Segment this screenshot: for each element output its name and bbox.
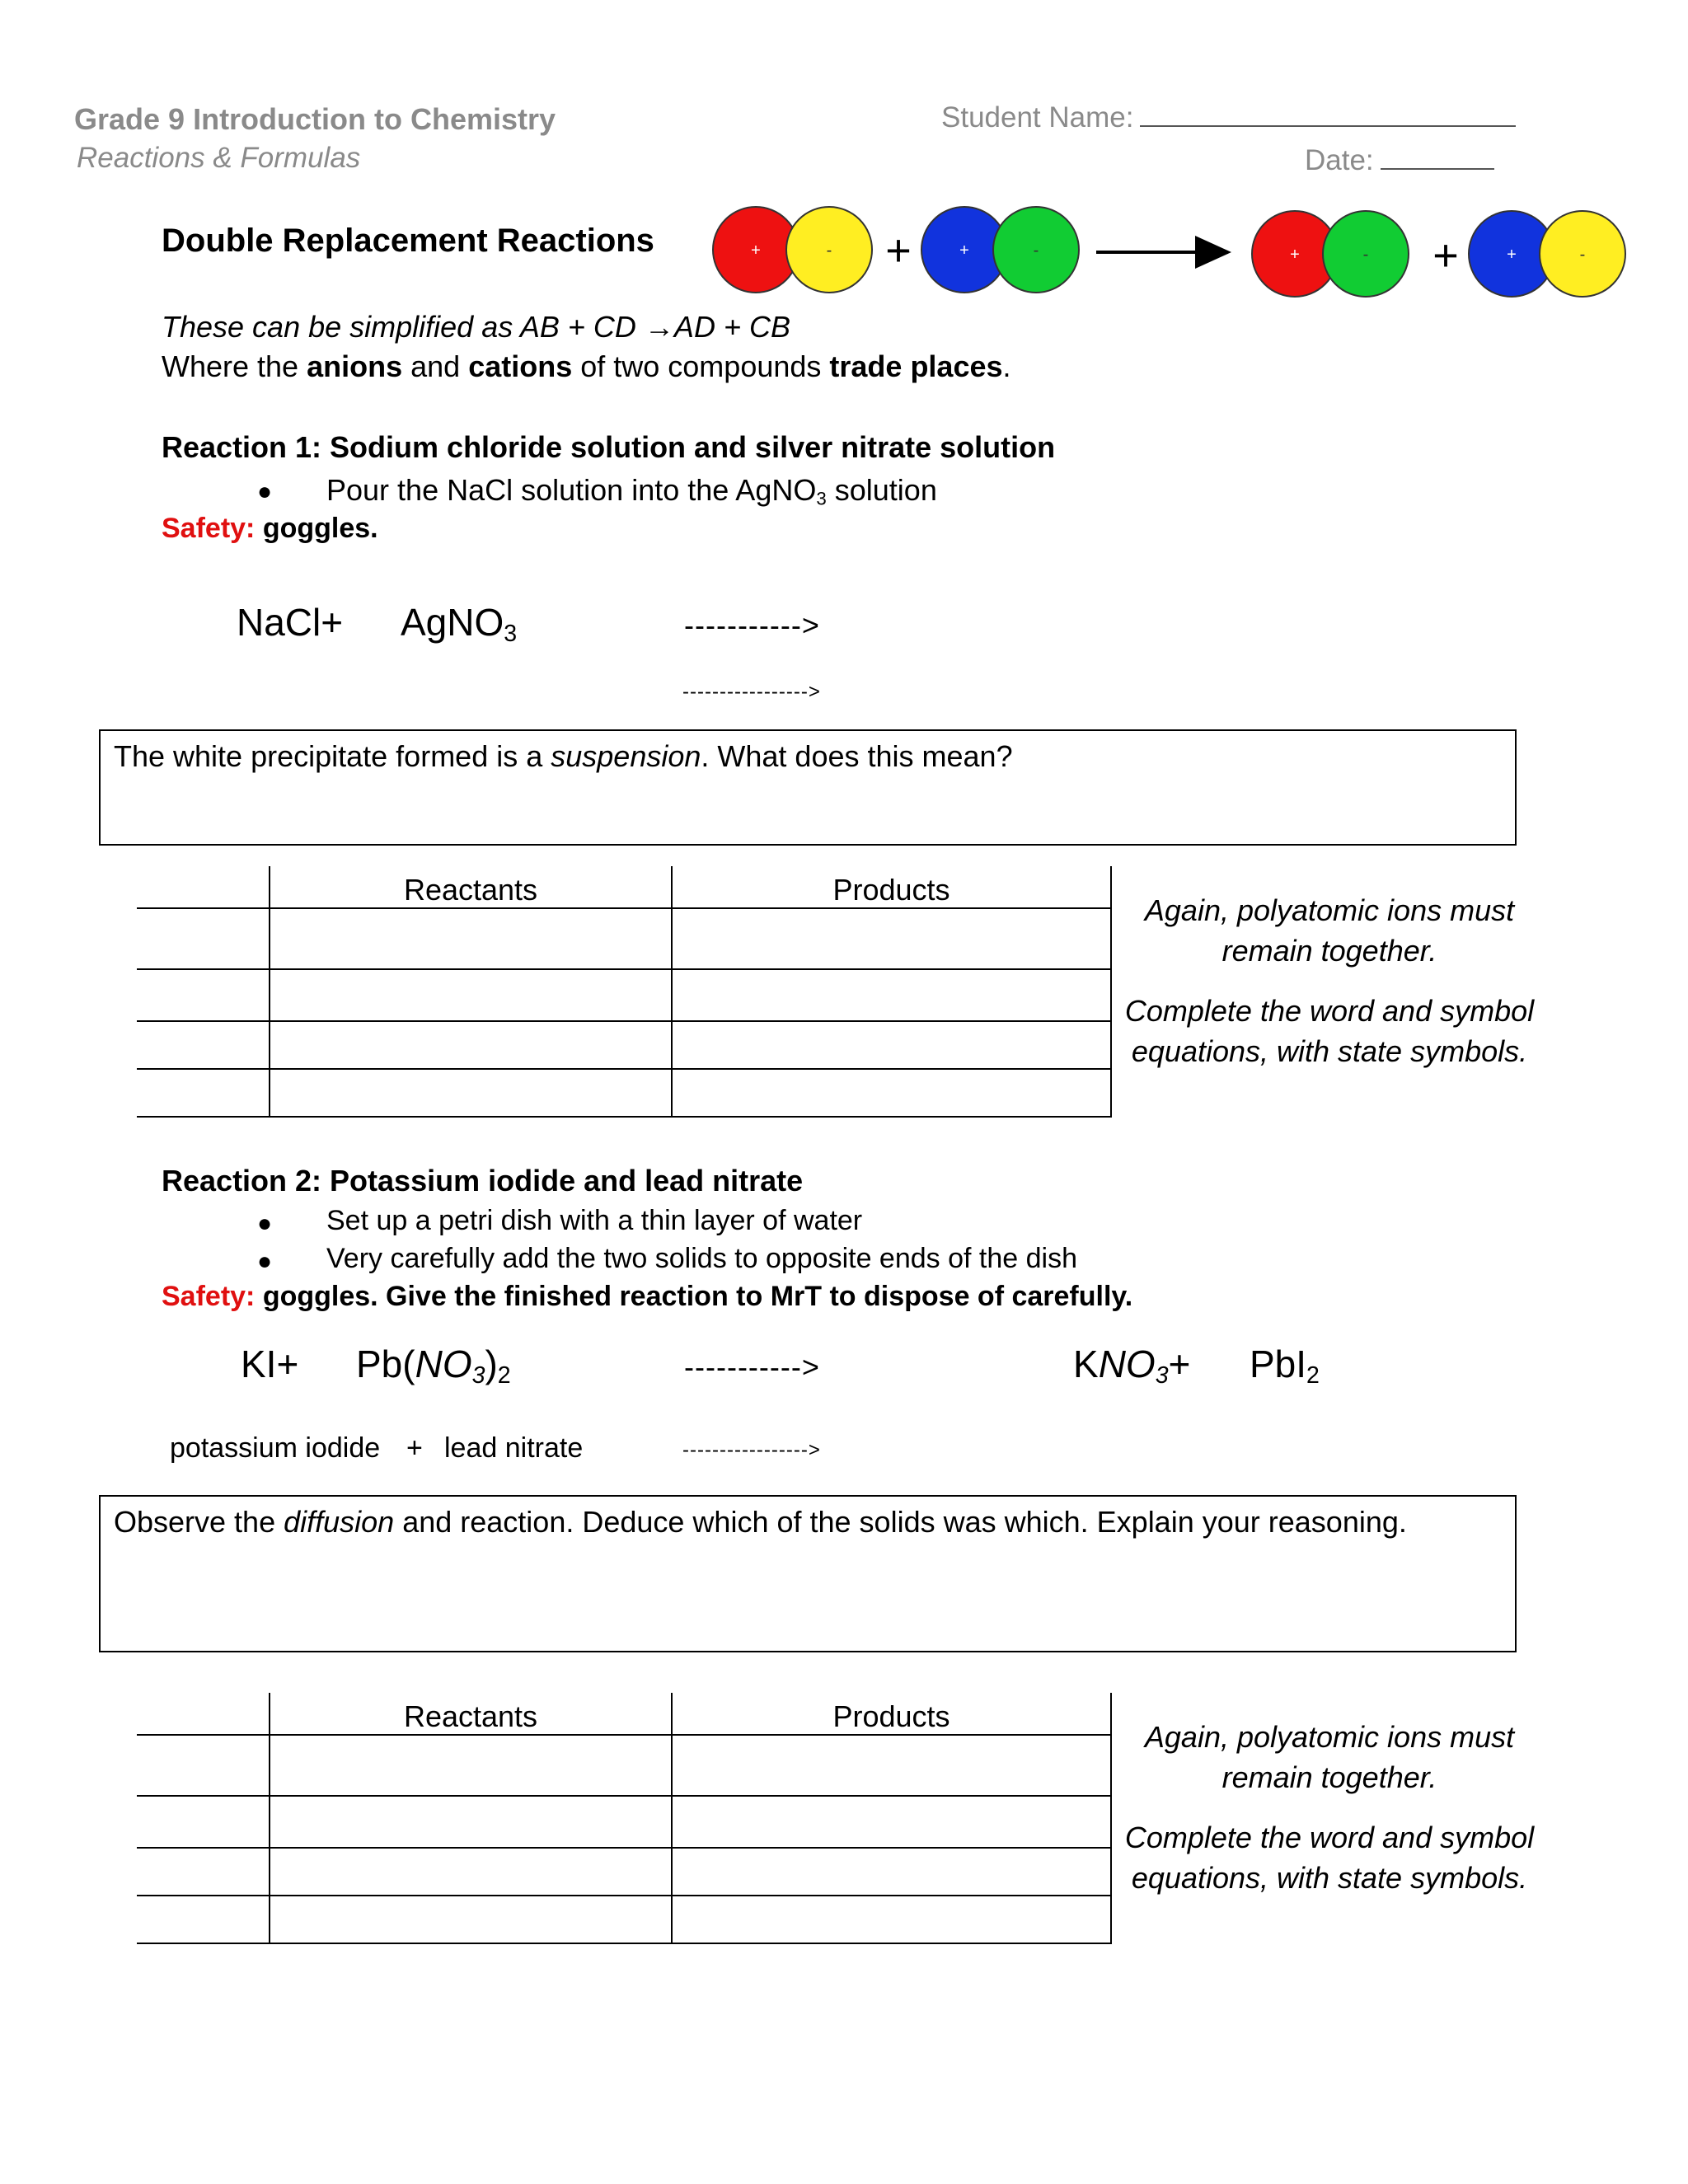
product-ad-pair	[1252, 211, 1409, 297]
reaction2-note-polyatomic: Again, polyatomic ions must remain together.	[1144, 1720, 1515, 1794]
reaction2-step1: Set up a petri dish with a thin layer of water	[326, 1205, 863, 1236]
reaction1-question: The white precipitate formed is a suspension. What does this mean?	[114, 739, 1013, 773]
product-cb-pair	[1469, 211, 1625, 297]
course-title: Grade 9 Introduction to Chemistry	[74, 102, 556, 136]
table-row[interactable]	[137, 1796, 1111, 1848]
cation-sign: +	[751, 241, 761, 260]
reaction2-word-arrow: ----------------->	[682, 1439, 821, 1461]
reaction2-product1: $KNO_3+$	[1073, 1343, 1191, 1390]
reaction1-reactant2: AgNO$_3$	[401, 601, 518, 648]
reactant-cd-pair	[921, 207, 1079, 293]
table-header-row	[137, 1693, 1111, 1735]
reaction2-table	[137, 1693, 1112, 1944]
table-row[interactable]	[137, 1735, 1111, 1796]
intro-formula: These can be simplified as AB + CD →AD + CB	[162, 310, 790, 344]
intro-explanation: Where the anions and cations of two compounds trade places.	[162, 349, 1011, 383]
table-row[interactable]	[137, 969, 1111, 1021]
reaction1-table	[137, 866, 1112, 1118]
reaction1-reactant1: NaCl+	[237, 601, 344, 644]
table-header-blank	[137, 866, 270, 908]
reaction2-heading: Reaction 2: Potassium iodide and lead nitrate	[162, 1164, 804, 1197]
anion-sign: -	[826, 241, 832, 260]
table-header-reactants: Reactants	[270, 1693, 672, 1735]
reaction2-word-plus: +	[406, 1432, 423, 1464]
student-name-label: Student Name:	[941, 101, 1134, 134]
table-row[interactable]	[137, 1848, 1111, 1896]
reactant-ab-pair	[713, 207, 872, 293]
anion-sign: -	[1362, 246, 1369, 264]
page-title: Double Replacement Reactions	[162, 223, 654, 259]
plus-sign: +	[885, 226, 912, 275]
reaction1-symbol-arrow: ----------->	[684, 608, 820, 642]
table-header-reactants: Reactants	[270, 866, 672, 908]
table-row[interactable]	[137, 1069, 1111, 1117]
reaction2-note-complete: Complete the word and symbol equations, with state symbols.	[1124, 1821, 1535, 1895]
reaction1-answer-box[interactable]	[99, 729, 1517, 846]
reaction1-step: Pour the NaCl solution into the AgNO$_3$ solution	[326, 473, 937, 509]
reaction1-heading: Reaction 1: Sodium chloride solution and silver nitrate solution	[162, 430, 1056, 464]
reaction2-product2: PbI$_2$	[1250, 1343, 1320, 1390]
reaction1-note-polyatomic: Again, polyatomic ions must remain together.	[1144, 893, 1515, 968]
reaction2-word-reactant2: lead nitrate	[444, 1432, 584, 1464]
anion-sign: -	[1033, 241, 1039, 260]
reaction2-reactant1: KI+	[241, 1343, 299, 1385]
double-replacement-diagram	[705, 198, 1644, 313]
table-header-blank	[137, 1693, 270, 1735]
table-header-row	[137, 866, 1111, 908]
reaction2-safety: Safety: goggles. Give the finished reaction to MrT to dispose of carefully.	[162, 1281, 1133, 1312]
cation-sign: +	[1507, 246, 1517, 264]
reaction2-symbol-arrow: ----------->	[684, 1350, 820, 1384]
student-name-line[interactable]	[1140, 101, 1516, 127]
table-row[interactable]	[137, 1021, 1111, 1069]
reaction1-word-arrow: ----------------->	[682, 681, 821, 703]
table-header-products: Products	[672, 1693, 1111, 1735]
reaction2-answer-box[interactable]	[99, 1495, 1517, 1652]
reaction2-word-reactant1: potassium iodide	[170, 1432, 381, 1464]
reaction2-reactant2: $Pb(NO_3)_2$	[356, 1343, 511, 1390]
reaction1-note-complete: Complete the word and symbol equations, with state symbols.	[1124, 994, 1535, 1068]
course-subtitle: Reactions & Formulas	[77, 142, 361, 174]
plus-sign: +	[1432, 231, 1459, 280]
student-name-field[interactable]	[941, 101, 1516, 134]
bullet-icon: ●	[257, 1248, 273, 1275]
date-field[interactable]	[1305, 143, 1494, 177]
reaction2-question: Observe the diffusion and reaction. Deduce which of the solids was which. Explain your reasoning.	[114, 1505, 1407, 1539]
cation-sign: +	[959, 241, 969, 260]
bullet-icon: ●	[257, 478, 273, 505]
reaction1-safety: Safety: goggles.	[162, 513, 378, 544]
table-row[interactable]	[137, 908, 1111, 969]
date-line[interactable]	[1381, 143, 1494, 170]
anion-sign: -	[1579, 246, 1586, 264]
reaction2-step2: Very carefully add the two solids to opposite ends of the dish	[326, 1243, 1077, 1274]
cation-sign: +	[1290, 246, 1300, 264]
table-header-products: Products	[672, 866, 1111, 908]
date-label: Date:	[1305, 144, 1374, 176]
bullet-icon: ●	[257, 1210, 273, 1237]
table-row[interactable]	[137, 1896, 1111, 1943]
